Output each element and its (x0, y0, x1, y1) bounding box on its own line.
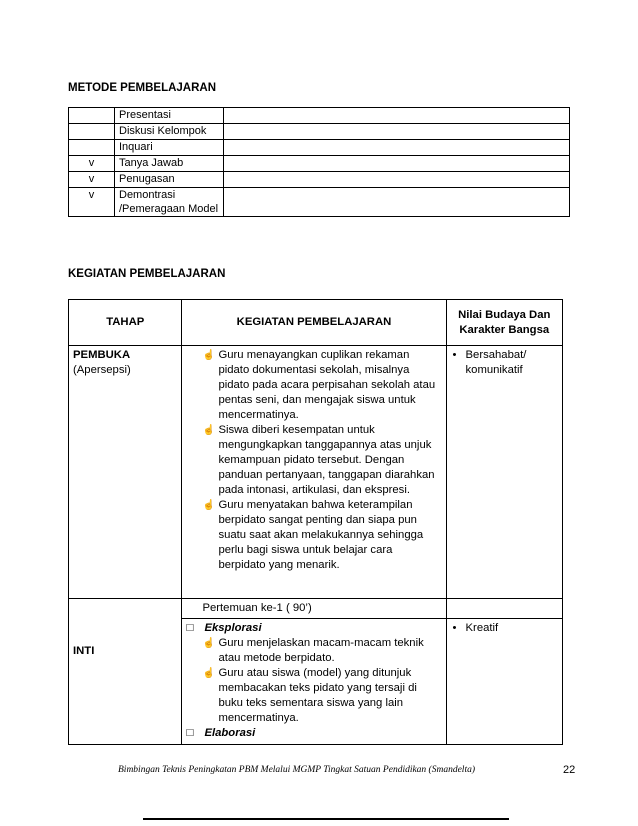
list-item (186, 636, 441, 666)
metode-title: METODE PEMBELAJARAN (68, 82, 217, 94)
metode-empty (224, 140, 570, 156)
pembuka-label: PEMBUKA (73, 349, 131, 361)
metode-mark: v (69, 156, 115, 172)
list-item (186, 498, 441, 573)
apersepsi-label: (Apersepsi) (73, 364, 131, 376)
item-text: Siswa diberi kesempatan untuk mengungkapkan tanggapannya atas unjuk kemampuan pidato tersebut. Dengan panduan pertanyaan, tanggapan diarahkan pada intonasi, artikulasi, dan ekspresi. (218, 424, 435, 496)
pembuka-cell (69, 346, 182, 599)
metode-empty (224, 108, 570, 124)
eksplorasi-label: Eksplorasi (204, 622, 262, 634)
item-text: Guru atau siswa (model) yang ditunjuk membacakan teks pidato yang tersaji di buku teks sementara siswa yang lain mencermatinya. (218, 667, 417, 724)
metode-name: Diskusi Kelompok (115, 124, 224, 140)
hand-pointer-icon: ☝ (202, 638, 215, 649)
metode-name: Demontrasi /Pemeragaan Model (115, 188, 224, 217)
metode-mark (69, 124, 115, 140)
hand-pointer-icon: ☝ (202, 500, 215, 511)
elaborasi-heading (186, 726, 441, 741)
metode-row (69, 124, 570, 140)
list-item (186, 666, 441, 726)
square-bullet-icon: □ (186, 622, 194, 634)
kegiatan-title: KEGIATAN PEMBELAJARAN (68, 268, 226, 280)
metode-row (69, 188, 570, 217)
nilai-item (451, 348, 558, 378)
hand-pointer-icon: ☝ (202, 425, 215, 436)
bullet-icon: • (452, 349, 457, 361)
item-text: Guru menayangkan cuplikan rekaman pidato dokumentasi sekolah, misalnya pidato pada acara perpisahan sekolah atau pentas seni, dan mengajak siswa untuk mencermatinya. (218, 349, 436, 421)
nilai-item (451, 621, 558, 636)
pertemuan-row (69, 599, 563, 619)
metode-mark (69, 108, 115, 124)
eksplorasi-heading (186, 621, 441, 636)
header-kegiatan: KEGIATAN PEMBELAJARAN (182, 300, 446, 346)
metode-empty (224, 188, 570, 217)
metode-row (69, 156, 570, 172)
metode-empty (224, 124, 570, 140)
page-number: 22 (563, 764, 576, 776)
inti-kegiatan (182, 619, 446, 745)
elaborasi-label: Elaborasi (204, 727, 256, 739)
header-tahap: TAHAP (69, 300, 182, 346)
metode-empty (224, 172, 570, 188)
metode-table (68, 107, 570, 217)
inti-nilai (446, 619, 562, 745)
metode-row (69, 140, 570, 156)
hand-pointer-icon: ☝ (202, 668, 215, 679)
metode-empty (224, 156, 570, 172)
hand-pointer-icon: ☝ (202, 350, 215, 361)
bullet-icon: • (452, 622, 457, 634)
metode-row (69, 172, 570, 188)
metode-mark: v (69, 188, 115, 217)
pembuka-row (69, 346, 563, 599)
pertemuan-text: Pertemuan ke-1 ( 90’) (182, 599, 446, 619)
nilai-text: Bersahabat/ komunikatif (465, 349, 527, 376)
metode-name: Tanya Jawab (115, 156, 224, 172)
list-item (186, 348, 441, 423)
square-bullet-icon: □ (186, 727, 194, 739)
inti-cell (69, 599, 182, 745)
footer-text: Bimbingan Teknis Peningkatan PBM Melalui MGMP Tingkat Satuan Pendidikan (Smandelta) (118, 765, 475, 775)
metode-mark: v (69, 172, 115, 188)
pembuka-nilai (446, 346, 562, 599)
pertemuan-nilai (446, 599, 562, 619)
metode-name: Presentasi (115, 108, 224, 124)
header-nilai: Nilai Budaya Dan Karakter Bangsa (446, 300, 562, 346)
nilai-text: Kreatif (465, 622, 499, 634)
item-text: Guru menyatakan bahwa keterampilan berpidato sangat penting dan siapa pun suatu saat akan melakukannya sehingga perlu bagi siswa untuk belajar cara berpidato yang menarik. (218, 499, 424, 571)
header-row (69, 300, 563, 346)
metode-name: Inquari (115, 140, 224, 156)
metode-name: Penugasan (115, 172, 224, 188)
pembuka-kegiatan (182, 346, 446, 599)
item-text: Guru menjelaskan macam-macam teknik atau metode berpidato. (218, 637, 424, 664)
kegiatan-table (68, 299, 563, 745)
footer-rule (143, 818, 509, 820)
metode-row (69, 108, 570, 124)
metode-mark (69, 140, 115, 156)
list-item (186, 423, 441, 498)
inti-label: INTI (73, 645, 95, 657)
